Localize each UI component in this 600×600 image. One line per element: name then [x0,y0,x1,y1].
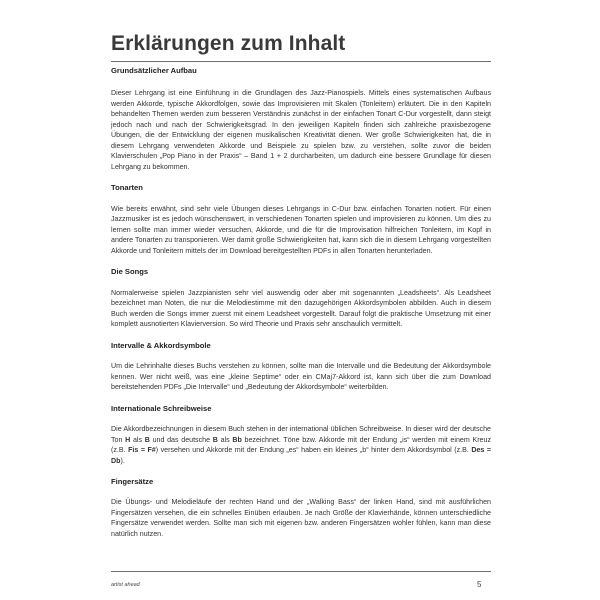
content-body [111,66,491,539]
section-heading: Grundsätzlicher Aufbau [111,66,197,75]
section-tonarten [111,183,491,256]
note-name-b: B [144,435,150,444]
text-run: ) versehen und Akkorde mit der Endung „es“ haben ein kleines „b“ hinter dem Akkordsymbol (z.B. [155,446,472,455]
page-number: 5 [477,580,482,589]
section-heading: Die Songs [111,267,149,277]
section-grundsaetzlicher-aufbau [111,66,491,172]
section-intervalle-akkordsymbole [111,341,491,393]
text-run: bezeichnet. Töne bzw. Akkorde mit der Endung „is“ werden mit einem Kreuz (z.B. [111,435,491,455]
example-des: Des = Db [111,446,491,465]
note-name-b-german: B [212,435,218,444]
example-fis: Fis = F# [128,446,156,455]
section-heading: Intervalle & Akkordsymbole [111,340,211,350]
section-heading: Internationale Schreibweise [111,403,212,413]
text-run: ). [120,456,125,465]
text-run: Die Akkordbezeichnungen in diesem Buch stehen in der international üblichen Schreibweise. In dieser wird der deutsche Ton [111,425,491,444]
footer-divider [111,571,491,572]
section-fingersaetze [111,477,491,539]
section-heading: Tonarten [111,183,143,193]
section-paragraph: Normalerweise spielen Jazzpianisten sehr viel auswendig oder aber mit sogenannten „Leadsheets“. Als Leadsheet bezeichnet man Noten, die nur die Melodiestimme mit den dazugehörigen Akkordsymbolen abbilden. Auch in diesem Buch werden die Songs immer zuerst mit einem Leadsheet vorgestellt. Darauf folgt die praktische Umsetzung mit einer komplett ausnotierten Klavierversion. So wird Theorie und Praxis sehr anschaulich vermittelt. [111,288,491,329]
section-paragraph: Dieser Lehrgang ist eine Einführung in die Grundlagen des Jazz-Pianospiels. Mittels eines systematischen Aufbaus werden Akkorde, typische Akkordfolgen, sowie das Improvisieren mit Skalen (Tonleitern) erläutert. Die in den Kapiteln behandelten Themen werden zum besseren Verständnis zunächst in der einfachen Tonart C-Dur vorgestellt, dann steigt jedoch nach und nach der Schwierigkeitsgrad. In den jeweiligen Kapiteln finden sich zahlreiche praxisbezogene Übungen, die der Entwicklung der eigenen musikalischen Kreativität dienen. Wer große Schwierigkeiten hat, die in diesem Lehrgang verwendeten Akkorde und Beispiele zu spielen bzw. zu verstehen, sollte zuvor die beiden Klavierschulen „Pop Piano in der Praxis“ – Band 1 + 2 durcharbeiten, um dadurch eine bessere Grundlage für diesen Lehrgang zu bekommen. [111,89,491,171]
publisher-logo: artist ahead [111,582,140,588]
section-internationale-schreibweise [111,404,491,466]
text-run: als [217,435,233,444]
title-divider [111,61,491,62]
note-name-h: H [125,435,131,444]
section-paragraph [111,424,491,466]
section-die-songs [111,267,491,329]
page-title: Erklärungen zum Inhalt [111,32,346,55]
text-run: als [130,435,145,444]
section-paragraph: Um die Lehrinhalte dieses Buchs verstehen zu können, sollte man die Intervalle und die Bedeutung der Akkordsymbole kennen. Wer nicht weiß, was eine „kleine Septime“ oder ein CMaj7-Akkord ist, kann sich über die zum Download bereitstehenden PDFs „Die Intervalle“ und „Bedeutung der Akkordsymbole“ weiterbilden. [111,362,491,392]
section-heading: Fingersätze [111,477,154,487]
note-name-bb: Bb [232,435,242,444]
section-paragraph: Wie bereits erwähnt, sind sehr viele Übungen dieses Lehrgangs in C-Dur bzw. einfachen Tonarten notiert. Für einen Jazzmusiker ist es jedoch wünschenswert, in verschiedenen Tonarten spielen und improvisieren zu können. Um dies zu lernen sollte man immer wieder versuchen, Akkorde, und die für die Improvisation hilfreichen Tonleitern, im Kopf in andere Tonarten zu transponieren. Wer damit große Schwierigkeiten hat, kann sich die in diesem Lehrgang vorgestellten Akkorde und Tonleitern mittels der im Download bereitgestellten PDFs in allen Tonarten herunterladen. [111,204,491,255]
text-run: und das deutsche [149,435,213,444]
section-paragraph: Die Übungs- und Melodieläufe der rechten Hand und der „Walking Bass“ der linken Hand, sind mit ausführlichen Fingersätzen versehen, die ein schnelles Einüben erlauben. Je nach Größe der Klavierhände, können unterschiedliche Fingersätze verwendet werden. Sollte man sich mit eigenen bzw. anderen Fingersätzen wohler fühlen, kann man diese natürlich nutzen. [111,498,491,538]
